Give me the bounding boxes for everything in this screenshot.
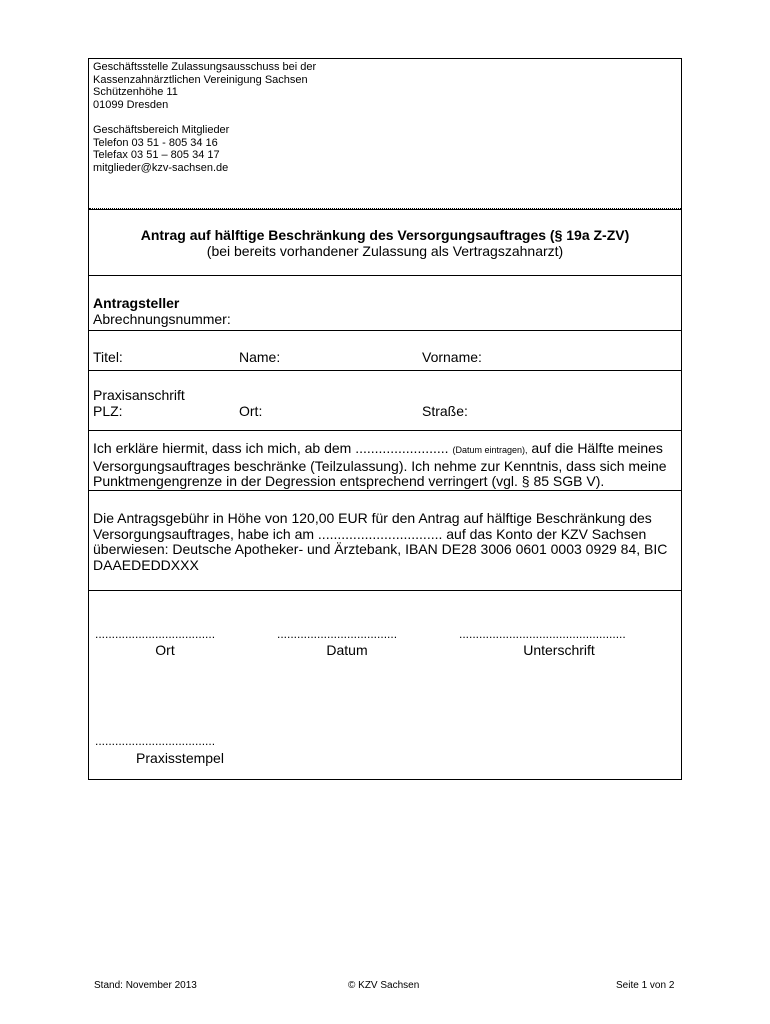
declaration-part2: auf die Hälfte meines Versorgungsauftrages beschränke (Teilzulassung). Ich nehme zur Kenntnis, dass sich meine Punktmengengrenze in der Degression entsprechend verringert (vgl. § 85 SGB V). [93, 440, 667, 489]
address-line: 01099 Dresden [93, 98, 169, 111]
title-section [89, 209, 681, 276]
address-line: Schützenhöhe 11 [93, 86, 178, 99]
applicant-heading: Antragsteller [93, 295, 180, 311]
unterschrift-caption: Unterschrift [523, 642, 595, 658]
stempel-signature-line: .................................... [95, 734, 216, 748]
footer-copyright: © KZV Sachsen [348, 980, 420, 991]
vorname-label: Vorname: [422, 349, 482, 365]
form-subtitle: (bei bereits vorhandener Zulassung als Vertragszahnarzt) [206, 243, 564, 259]
datum-signature-line: .................................... [277, 627, 398, 641]
address-line: Kassenzahnärztlichen Vereinigung Sachsen [93, 73, 308, 86]
billing-number-label: Abrechnungsnummer: [93, 311, 231, 327]
strasse-label: Straße: [422, 403, 468, 419]
fax-number: Telefax 03 51 – 805 34 17 [93, 149, 220, 162]
unterschrift-signature-line: .................................................. [459, 627, 626, 641]
fee-text: Die Antragsgebühr in Höhe von 120,00 EUR für den Antrag auf hälftige Beschränkung des Versorgungsauftrages, habe ich am ................................ auf das Konto der KZV Sachsen überwiesen: Deutsche Apotheker- und Ärztebank, IBAN DE28 3006 0601 0003 0929 84, BIC DAAEDEDDXXX [93, 510, 668, 573]
footer-page-number: Seite 1 von 2 [616, 980, 675, 991]
plz-label: PLZ: [93, 403, 123, 419]
declaration-part1: Ich erkläre hiermit, dass ich mich, ab dem ........................ [93, 440, 453, 456]
date-hint: (Datum eintragen), [452, 445, 528, 455]
address-line: Geschäftsstelle Zulassungsausschuss bei der [93, 61, 317, 73]
name-label: Name: [239, 349, 281, 365]
phone-number: Telefon 03 51 - 805 34 16 [93, 136, 218, 149]
application-form [88, 58, 682, 780]
office-address [93, 61, 316, 111]
practice-address-label: Praxisanschrift [93, 387, 185, 403]
ort-signature-line: .................................... [95, 627, 216, 641]
practice-address-section [89, 371, 681, 431]
header-section [89, 59, 681, 209]
titel-label: Titel: [93, 349, 123, 365]
form-title: Antrag auf hälftige Beschränkung des Versorgungsauftrages (§ 19a Z-ZV) [140, 227, 630, 243]
department-name: Geschäftsbereich Mitglieder [93, 124, 230, 136]
signature-section [89, 591, 681, 780]
ort-label: Ort: [239, 403, 263, 419]
datum-caption: Datum [326, 642, 368, 658]
footer-stand: Stand: November 2013 [94, 980, 197, 991]
fee-section [89, 491, 681, 591]
applicant-section [89, 276, 681, 331]
declaration-section [89, 431, 681, 491]
email-address: mitglieder@kzv-sachsen.de [93, 161, 229, 174]
praxisstempel-caption: Praxisstempel [136, 750, 224, 766]
ort-caption: Ort [155, 642, 175, 658]
name-section [89, 331, 681, 371]
declaration-text [93, 441, 675, 490]
contact-block [93, 124, 229, 174]
